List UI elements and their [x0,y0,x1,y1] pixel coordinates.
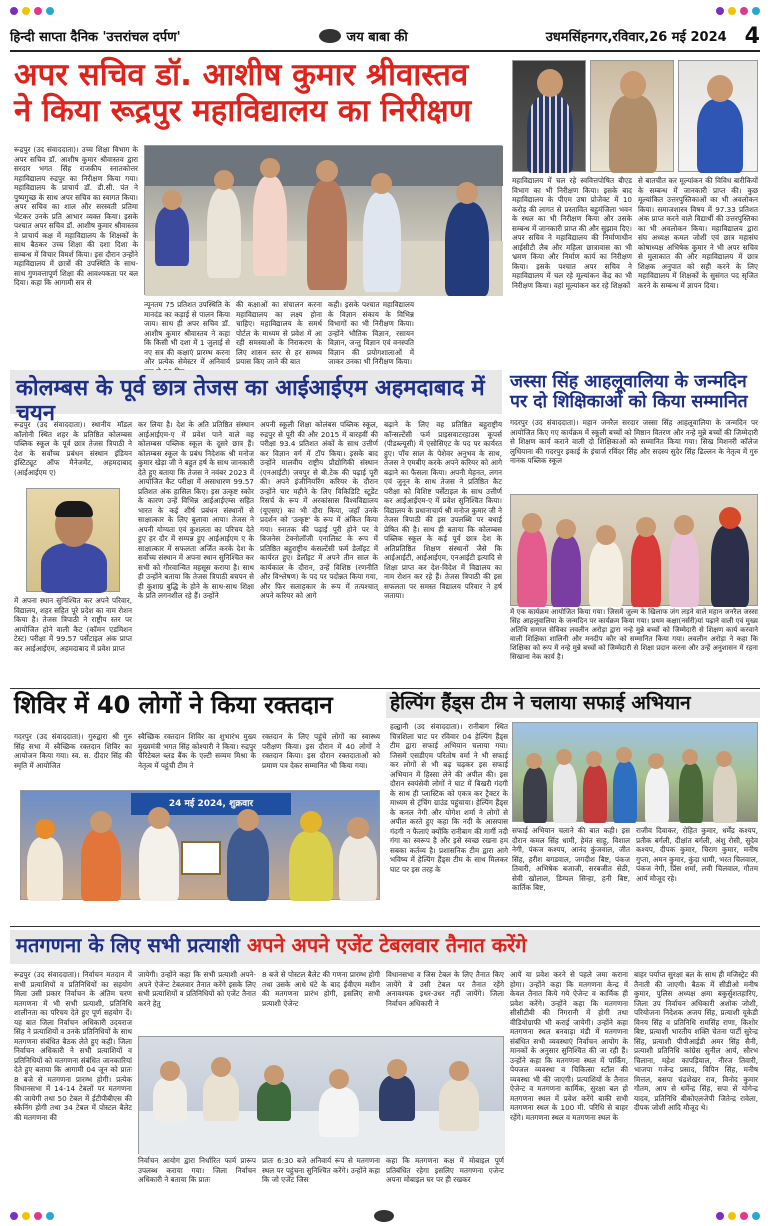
color-dot [740,1212,748,1220]
top-right-dots [716,7,760,15]
footer-emblem-icon [374,1210,394,1222]
person-head [616,747,632,763]
person-head [160,1061,180,1081]
person-head [260,158,280,178]
person-head [90,811,112,833]
color-dot [46,1212,54,1220]
person-head [707,75,733,102]
person-figure [27,837,63,901]
person-head [214,170,234,190]
bottom-right-dots [716,1212,760,1220]
story4-photo [20,790,380,900]
person-figure [553,763,577,823]
story1-col1: रूद्रपुर (उद संवाददाता)। उच्च शिक्षा विभाग के अपर सचिव डॉ. आशीष कुमार श्रीवास्तव द्वारा सरदार भगत सिंह राजकीय स्नातकोत्तर महाविद्यालय रुद्रपुर का निरीक्षण किया गया। महाविद्यालय के प्राचार्य डॉ. डी.सी. पंत ने पुष्पगुच्छ के साथ अपर सचिव का स्वागत किया। अपर सचिव का शाल और सरस्वती प्रतिमा भेंटकर उनके प्रति आभार व्यक्त किया। इसके पश्चात अपर सचिव डॉ. आशीष कुमार श्रीवास्तव ने प्राचार्य कक्ष में महाविद्यालय के शिक्षकों के साथ बैठकर उच्च शिक्षा की दशा दिशा के सम्बन्ध में विचार विमर्श किया। इस दौरान उन्होंने महाविद्यालय में छात्रों की उपस्थिति के साथ- साथ गुणवत्तापूर्ण शिक्षा की आवश्यकता पर बल दिया। कहा कि आगामी सत्र से [14,145,138,287]
story3-photo [510,494,758,606]
person-head [648,753,664,769]
person-figure [551,535,581,607]
color-dot [34,7,42,15]
story5-col1: हल्द्वानी (उद संवाददाता)। रानीबाग स्थित चित्रशिला घाट पर रविवार 04 हेल्पिंग हैंड्स टीम द्वारा सफाई अभियान चलाया गया। जिसमें एसडीएम परितोष वर्मा ने भी सफाई कर लोगों से भी बढ़ चढ़कर इस सफाई अभियान में हिस्सा लेने की अपील की। इस दौरान स्वयंसेवी लोगों ने घाट में बिखरी गंदगी के साथ ही प्लास्टिक को एकत्र कर ट्रैक्टर के माध्यम से ट्रंचिंग ग्राउंड पहुंचाया। हेल्पिंग हैंड्स के कनल नेगी और योगेश शर्मा ने लोगों से अपील करते हुए कहा कि नदी के आसपास गंदगी न फैलाएं क्योंकि रानीबाग की गार्गी नदी गंगा का स्वरूप है और इसे स्वच्छ रखना हम सबका कर्तव्य है। प्रशासनिक टीम द्वारा आगे भविष्य में हेल्पिंग हैंड्स टीम के साथ मिलकर घाट पर इस तरह के [390,722,508,874]
story2-col1: रूद्रपुर (उद संवाददाता)। स्थानीय मॉडल कॉलोनी स्थित शहर के प्रतिष्ठित कोलम्बस पब्लिक स्कूल के पूर्व छात्र तेजस त्रिपाठी ने देश के सर्वोच्च प्रबंधन संस्थान इंडियन इंस्टिट्यूट ऑफ मैनेजमेंट, अहमदाबाद (आईआईएम ए) [14,420,132,477]
person-figure [289,831,333,901]
color-dot [22,1212,30,1220]
person-figure [253,176,287,276]
story3-caption: में एक कार्यक्रम आयोजित किया गया। जिसमें जुल्म के खिलाफ जंग लड़ने वाले महान जनरैल जस्सा सिंह आहलूवालिया के जन्मदिन पर कार्यक्रम किया गया। प्रथम कक्षा(नर्सरी)यां पढ़ाने वाली एवं मुख्य अतिथि समाज सेविका लवलीन अरोड़ा द्वारा नन्हे मुन्ने बच्चों को जिम्मेदारी से शिक्षण कार्य करवाने वाली शिक्षिका शालिनी और मनदीप कौर को सम्मानित किया गया। लवलीन अरोड़ा ने कहा कि शिक्षिका को रूप में नन्हे मुन्ने बच्चों को जिम्मेदारी से शिक्षा प्रदान करना और उन्हें अनुशासन में रहना सिखाना नेक कार्य है। [510,608,758,662]
story3-body: गदरपुर (उद संवाददाता)। महान जनरैल सरदार जस्सा सिंह आहलूवालिया के जन्मदिन पर आयोजित किए गए कार्यक्रम में स्कूली बच्चों को मिष्ठान वितरण और नन्हे मुन्ने बच्चों की जिम्मेदारी से शिक्षण कार्य कराने वाली दो शिक्षिकाओं को सम्मानित किया गया। सिख मिशनरी कॉलेज लुधियाना की गदरपुर इकाई के इंचार्ज रविंदर सिंह और सदस्य सुदेर सिंह ढिल्लन के नेतृत्व में गुरु नानक पब्लिक स्कूल [510,418,758,465]
story1-col3: की कक्षाओं का संचालन करना महाविद्यालय का लक्ष्य होना चाहिए। महाविद्यालय के समर्थ पोर्टल के माध्यम से प्रवेश में आ रही समस्याओं के निराकरण के लिए शासन स्तर से हर सम्भव प्रयास किए जाने की बात [236,300,322,366]
person-figure [339,835,377,901]
person-head [716,751,732,767]
person-figure [697,99,743,173]
story1-right-photo-1 [512,60,586,172]
turban-head [719,507,741,529]
story6-col5: आयें या प्रवेश करने से पहले जमा कराना होगा। उन्होंने कहा कि मतगणना केन्द्र में केवल तैनात किये गये ऐजेन्ट व कार्मिक ही प्रवेश करेंगे। उन्होंने कहा कि मतगणना सीसीटीवी की निगरानी में होगी तथा वीडियोग्राफी भी कराई जायेगी। उन्होंने कहा मतगणना स्थल बनवाड़ा मंडी में मतगणना संबंधित सभी व्यवस्थाएं निर्वाचन आयोग के मानकों के अनुसार सुनिश्चित की जा रही हैं। उन्होंने कहा कि मतगणना स्थल में पार्किंग, पेयजल व्यवस्था व चिकित्सा स्टॉल की व्यवस्था भी की जाएगी। प्रत्याशियों के तैनात ऐजेन्ट व मतगणना कार्मिक, सुरक्षा बल हो मतगणना स्थल में प्रवेश करेंगे बाकी सभी मतगणना स्थल के 100 मी. परिधि से बाहर रहेंगे। मतगणना स्थल व मतगणना स्थल के [510,970,628,1122]
story2-col3: अपनी स्कूली शिक्षा कोलंबस पब्लिक स्कूल, रुद्रपुर से पूरी की और 2015 में बारहवीं की परीक्षा 93.4 प्रतिशत अंकों के साथ उत्तीर्ण कर विज्ञान वर्ग में टॉप किया। इसके बाद उन्होंने मालवीय राष्ट्रीय प्रौद्योगिकी संस्थान (एनआईटी) जयपुर से बी.टेक की पढ़ाई पूरी की। अपने इंजीनियरिंग करियर के दौरान उन्होंने चार महीने के लिए विकिडिटि स्टूडेंट रिसर्च के रूप में अरकांसास विश्वविद्यालय (यूएसए) का भी दौरा किया, जहाँ उनके प्रदर्शन को 'उत्कृष्ट' के रूप में अंकित किया गया। स्नातक की पढ़ाई पूरी होने पर वे बिजनेस टेक्नोलॉजी एनालिस्ट के रूप में प्रतिष्ठित बहुराष्ट्रीय कंसल्टेंसी फर्म डेलॉइट में कार्यरत हुए। डेलॉइट में अपने तीन साल के कार्यकाल के दौरान, उन्हें विशिष्ठ (रणनीति और विश्लेषण) के पद पर पदोन्नत किया गया, और फिर सलाहकार के रूप में तत्पश्चात् अपने करियर को आगे [260,420,378,600]
story2-headline: कोलम्बस के पूर्व छात्र तेजस का आईआईएम अहमदाबाद में चयन [16,376,485,427]
story5-photo [512,722,758,822]
person-head [682,749,698,765]
color-dot [728,1212,736,1220]
story3-headline-line1: जस्सा सिंह आहलूवालिया के जन्मदिन [510,372,747,392]
person-head [347,817,369,839]
person-figure [139,825,179,901]
turban-head [35,819,55,839]
person-head [636,517,656,537]
person-head [556,519,576,539]
slogan: जय बाबा की [346,30,408,45]
top-left-dots [10,7,54,15]
person-head [526,753,542,769]
bottom-left-dots [10,1212,54,1220]
story5-col2: सफाई अभियान चलाने की बात कही। इस दौरान कमल सिंह धामी, हेमंत साहू, विशाल नेगी, पंकज कश्यप, आनंद कुंजवाल, जीत सिंह, हरीश बगडवाल, जगदीश बिष्ट, पंकज तिवारी, अभिषेक बजाजी, सरबजीत सेठी, सेवी खोलाल, डिम्पल सिन्हा, हनी बिष्ट, कार्तिक बिष्ट, [512,826,630,892]
story1-right-photo-3 [678,60,758,172]
story2-col1b: में अपना स्थान सुनिश्चित कर अपने परिवार, विद्यालय, शहर सहित पूरे प्रदेश का नाम रोशन किया है। तेजस त्रिपाठी ने राष्ट्रीय स्तर पर आयोजित होने वाली कैट (कॉमन एडमिशन टेस्ट) परीक्षा में 99.57 पर्सेंटाइल अंक प्राप्त कर आईआईएम, अहमदाबाद में प्रवेश प्राप्त [14,596,132,653]
story6-photo [138,1036,504,1154]
person-head [211,1057,231,1077]
person-figure [153,1077,187,1121]
person-figure [363,192,401,292]
person-figure [445,202,489,296]
person-figure [589,541,623,607]
person-figure [609,95,657,173]
story5-headline: हेल्पिंग हैंड्स टीम ने चलाया सफाई अभियान [390,692,691,714]
section-divider [10,688,760,689]
masthead [10,22,760,52]
person-figure [379,1075,415,1121]
story1-right-col2: से बातचीत कर मूल्यांकन की विविध बारीकियों के सम्बन्ध में जानकारी प्राप्त की। कुछ मूल्यांकित उत्तरपुस्तिकाओं का भी अवलोकन किया। समाजशास्त्र विषय में 97.33 प्रतिशत अंक प्राप्त करने वाले विद्यार्थी की उत्तरपुस्तिका का भी अवलोकन किया। महाविद्यालय द्वारा संघ अध्यक्ष कमल जोशी एवं छात्र महासंघ कोषाध्यक्ष अभिषेक कुमार ने भी अपर सचिव से मुलाकात की और महाविद्यालय में छात्र शिक्षक अनुपात को सही करने के लिए महाविद्यालय में शिक्षकों के सुसंगत पद सृजित करने के सम्बन्ध में ज्ञापन दिया। [638,176,758,290]
person-figure [631,533,661,607]
date-page-block [546,24,760,49]
story1-right-col1: महाविद्यालय में चल रहे स्ववित्तपोषित बीएड विभाग का भी निरीक्षण किया। इसके बाद महाविद्यालय के पीएम उषा प्रोजेक्ट में 10 करोड़ की लागत से प्रस्तावित बहुमंजिला भवन के स्थल का भी निरीक्षण किया और उसके सम्बन्ध में जानकारी प्राप्त की और सुझाव दिए। अपर सचिव ने महाविद्यालय की निर्माणाधीन आईसीटी लैब और महिला छात्रावास का भी भ्रमण किया और निर्माण कार्य का निरीक्षण किया। इसके पश्चात अपर सचिव ने महाविद्यालय में चल रहे मूल्यांकन केंद्र का भी निरीक्षण किया। वहां मूल्यांकन कर रहे शिक्षकों [512,176,632,290]
color-dot [10,7,18,15]
page-number: 4 [744,23,760,49]
story3-headline [510,372,760,412]
person-figure [439,1079,479,1131]
color-dot [752,1212,760,1220]
color-dot [34,1212,42,1220]
story6-col6: बाहर पर्याप्त सुरक्षा बल के साथ ही मजिस्ट्रेट की तैनाती की जाएगी। बैठक में सीडीओ मनीष कुमार, पुलिस अध्यक्ष क्षमा बकुर्सुशतहारिए, जिला उप निर्वाचन अधिकारी अशोक जोशी, परियोजना निदेशक अजय सिंह, प्रत्याशी यूकेडी विनय सिंह व प्रतिनिधि रामसिंह राणा, किशोर बिष्ट, प्रत्याशी भारतीय शक्ति चेतना पार्टी सुरेन्द्र सिंह, प्रत्याशी पीपीआईडी अमर सिंह सैनी, प्रत्याशी प्रतिनिधि कांग्रेस सुनील आर्य, सौरभ चिलाना, महेश कापड़ियाल, नीरज तिवारी, भाजपा गजेन्द्र प्रसाद, विपिन सिंह, मनीष मित्तल, बसपा चंद्रशेखर राव, विनोद कुमार गौतम, आप से धर्मेन्द्र सिंह, सपा से योगेन्द्र यादव, प्रतिनिधि बीकोएलजेपी जितेन्द्र रावेला, दीपक जोशी आदि मौजूद थे। [634,970,758,1112]
person-head [316,160,338,182]
color-dot [716,7,724,15]
emblem-icon [319,29,341,43]
story6-bottom1: निर्वाचन आयोग द्वारा निर्धारित फार्म प्रारूप उपलब्ध कराया गया। जिला निर्वाचन अधिकारी ने बताया कि प्रातः [138,1156,256,1184]
person-figure [81,829,121,901]
person-head [162,190,182,210]
person-figure [613,761,637,823]
story4-col2: स्वैच्छिक रक्तदान शिविर का शुभारंभ मुख्य मुख्यमंत्री भगत सिंह कोश्यारी ने किया। रुद्रपुर चैरिटेबल ब्लड बैंक के एल्टी सव्यम मिश्रा के नेतृत्व में पहुंची टीम ने [138,732,256,770]
person-head [674,515,694,535]
person-head [449,1061,469,1081]
person-figure [523,767,547,823]
story2-portrait [26,488,120,592]
color-dot [728,7,736,15]
slogan-block [319,27,408,45]
story1-headline-line2: ने किया रूद्रपुर महाविद्यालय का निरीक्षण [14,92,472,129]
story6-col3: 8 बजे से पोस्टल बैलेट की गणना प्रारम्भ होगी तथा उसके आधे घंटे के बाद ईवीएम मशीन की मतगणना प्रारंभ होगी, इसलिए सभी प्रत्याशी ऐजेन्ट [262,970,380,1008]
story6-col2: जायेगी। उन्होंने कहा कि सभी प्रत्याशी अपने-अपने ऐजेन्ट टेबलवार तैनात करेंगे इसके लिए सभी प्रत्याशियों व प्रतिनिधियों को एजेंट तैनात करने हेतु [138,970,256,1008]
hair-shape [55,501,93,517]
story6-headline-part1: मतगणना के लिए सभी प्रत्याशी [16,933,240,957]
story6-headline [16,934,760,957]
person-figure [41,543,107,593]
story1-col2: न्यूनतम 75 प्रतिशत उपस्थिति के मानदंड का कड़ाई से पालन किया जाय। साथ ही अपर सचिव डॉ. आशीष कुमार श्रीवास्तव ने कहा कि किसी भी दशा में 1 जुलाई से नए सत्र की कक्षाएं प्रारम्भ करना और प्रत्येक सेमेस्टर में अनिवार्य [144,300,230,366]
person-head [387,1059,407,1079]
color-dot [740,7,748,15]
person-head [237,809,259,831]
person-figure [257,1081,291,1121]
color-dot [10,1212,18,1220]
story3-headline-line2: पर दो शिक्षिकाओं को किया सम्मानित [510,392,748,413]
person-head [556,749,572,765]
person-figure [203,1073,239,1121]
person-head [596,525,616,545]
person-head [264,1065,284,1085]
story2-col4: बढ़ाने के लिए वह प्रतिष्ठित बहुराष्ट्रीय कॉन्सल्टेंसी फर्म प्राइसवाटरहाउस कूपर्स (पीडब्ल्यूसी) में एसोसिएट के पद पर कार्यरत हुए। पाँच साल के पेशेवर अनुभव के साथ, तेजस ने एमबीए करके अपने करियर को आगे बढ़ाने का फैसला किया। अपनी मेहनत, लगन एवं जुनून के साथ तेजस ने प्रतिष्ठित कैट परीक्षा को विशिष्ट पर्सेंटाइल के साथ उत्तीर्ण कर आईआईएम-ए में प्रवेश सुनिश्चित किया। विद्यालय के प्रधानाचार्य श्री मनोज कुमार जी ने तेजस त्रिपाठी की इस उपलब्धि पर बधाई प्रेषित की है। साथ ही बताया कि कोलम्बस पब्लिक स्कूल के कई पूर्व छात्र देश के अतिप्रतिष्ठित शिक्षण संस्थानों जैसे कि आईआईटी, आईआईएम, एनआईटी इत्यादि से शिक्षा प्राप्त कर देश-विदेश में विद्यालय का नाम रोशन कर रहे हैं। तेजस त्रिपाठी की इस सफलता पर समस्त विद्यालय परिवार ने हर्ष जताया। [384,420,502,600]
person-figure [711,525,749,607]
person-figure [583,765,607,823]
person-head [371,173,392,194]
color-dot [752,7,760,15]
turban-head [300,811,322,833]
award-frame [181,841,221,875]
person-head [148,807,170,829]
person-figure [527,95,573,173]
person-figure [517,529,547,607]
story4-col3: रक्तदान के लिए पहुंचे लोगों का स्वास्थ्य परीक्षण किया। इस दौरान में 40 लोगों ने रक्तदान किया। इस दौरान रक्तदाताओं को प्रमाण पत्र देकर सम्मानित भी किया गया। [262,732,380,770]
person-head [329,1069,349,1089]
person-figure [713,765,737,823]
story2-col2: कर लिया है। देश के अति प्रतिष्ठित संस्थान आईआईएम-ए में प्रवेश पाने वाले वह कोलम्बस पब्लिक स्कूल के दूसरे छात्र हैं। कोलम्बस स्कूल के प्रबंध निदेशक श्री मनोज कुमार खेड़ा जी ने बहुत हर्ष के साथ जानकारी देते हुए बताया कि तेजस ने नवंबर 2023 में आयोजित कैट परीक्षा में असाधारण 99.57 प्रतिशत अंक हासिल किए। इस उत्कृष्ट स्कोर के कारण उन्हें विभिन्न आईआईएम्स सहित भारत के कई शीर्ष प्रबंधन संस्थानों से साक्षात्कार के लिए बुलावा आया। तेजस ने अपनी योग्यता एवं कुशलता का परिचय देते हुए हर दौर में सम्पन्न हुए आईआईएम ए के साक्षात्कार में सफलता अर्जित करके देश के सर्वोच्च संस्थान में अपना स्थान सुनिश्चित कर सभी को गौरवान्वित महसूस कराया है। साथ ही उन्होंने बताया कि तेजस त्रिपाठी बचपन से ही कुशाग्र बुद्धि के होने के साथ-साथ शिक्षा के प्रति लगनशील रहे हैं। उन्होंने [138,420,254,600]
person-figure [207,188,241,278]
story6-col4: विधानसभा व जिस टेबल के लिए तैनात किए जायेंगे वे उसी टेबल पर तैनात रहेंगे अनावश्यक इधर-उधर नहीं जायेंगे। जिला निर्वाचन अधिकारी ने [386,970,504,1008]
person-figure [155,206,189,266]
person-head [537,69,563,97]
story1-right-photo-2 [590,60,674,172]
section-divider [10,926,760,927]
story5-col3: राजीव दिवाकर, रोहित कुमार, धर्मेंद्र कश्यप, प्रतीक बर्गली, दीक्षांत बर्गली, अंशु रोसी, सुदेव कश्यप, दीपक कुमार, चिराग कुमार, मनीष गुप्ता, अमन कुमार, कुंदा धामी, भरत चिलवाल, पंकज नेगी, प्रिंस शर्मा, लवी चिलवाल, गौतम आर्य मौजूद रहे। [636,826,758,883]
story6-bottom3: कहा कि मतगणना कक्ष में मोबाइल पूर्ण प्रतिबंधित रहेगा इसलिए मतगणना एजेन्ट अपना मोबाइल घर पर ही रखकर [386,1156,504,1184]
color-dot [46,7,54,15]
paper-name: हिन्दी साप्ता दैनिक 'उत्तरांचल दर्पण' [10,30,181,45]
story1-col4: कही। इसके पश्चात महाविद्यालय के विज्ञान संकाय के विभिन्न विभागों का भी निरीक्षण किया। उन्होंने भौतिक विज्ञान, रसायन विज्ञान, जन्तु विज्ञान एवं वनस्पति विज्ञान की प्रयोगशालाओं में जाकर उनका भी निरीक्षण किया। [328,300,414,366]
person-figure [227,827,269,901]
person-figure [319,1087,359,1137]
story6-headline-part2: अपने अपने एजेंट टेबलवार तैनात करेंगे [246,933,527,957]
story4-headline: शिविर में 40 लोगों ने किया रक्तदान [14,691,333,719]
person-head [522,513,542,533]
person-head [620,71,646,99]
story4-col1: गदरपुर (उद संवाददाता)। गुरुद्वारा श्री गुरु सिंह सभा में स्वैच्छिक रक्तदान शिविर का आयोजन किया गया। स्व. स. दीदार सिंह की स्मृति में आयोजित [14,732,132,770]
story6-col1: रूद्रपुर (उद संवाददाता)। निर्वाचन मतदान में सभी प्रत्याशियों व प्रतिनिधियों का सहयोग मिला उसी प्रकार निर्वाचन के अंतिम चरण मतगणना में भी सभी प्रत्याशी, प्रतिनिधि शालीनता का परिचय देते हुए पूर्ण सहयोग दें। यह बात जिला निर्वाचन अधिकारी उदयराज सिंह ने प्रत्याशियों व उनके प्रतिनिधियों के साथ मतगणना संबंधित बैठक लेते हुए कही। जिला निर्वाचन अधिकारी ने सभी प्रत्याशियों व प्रतिनिधियों को मतगणना संबंधित जानकारियां देते हुए बताया कि आगामी 04 जून को प्रातः 8 बजे से मतगणना प्रारम्भ होगी। प्रत्येक विधानसभा में 14-14 टेबलों पर मतगणना की जायेगी तथा 50 टेबल में ईटीपीबीएस की स्कैनिंग होगी तथा 34 टेबल में पोस्टल बैलेट की मतगणना की [14,970,132,1122]
color-dot [716,1212,724,1220]
story1-photo [144,145,502,295]
person-figure [669,531,699,607]
dateline: उधमसिंहनगर,रविवार,26 मई 2024 [545,30,727,45]
story1-headline-line1: अपर सचिव डॉ. आशीष कुमार श्रीवास्तव [14,57,469,93]
color-dot [22,7,30,15]
person-figure [307,180,347,290]
person-head [586,751,602,767]
story6-bottom2: प्रातः 6:30 बजे अनिवार्य रूप से मतगणना स्थल पर पहुंचना सुनिश्चित करेंगे। उन्होंने कहा कि जो एजेंट जिस [262,1156,380,1184]
person-figure [679,763,703,823]
person-figure [645,767,669,823]
person-head [456,182,478,204]
banner-text: 24 मई 2024, शुक्रवार [131,793,291,815]
